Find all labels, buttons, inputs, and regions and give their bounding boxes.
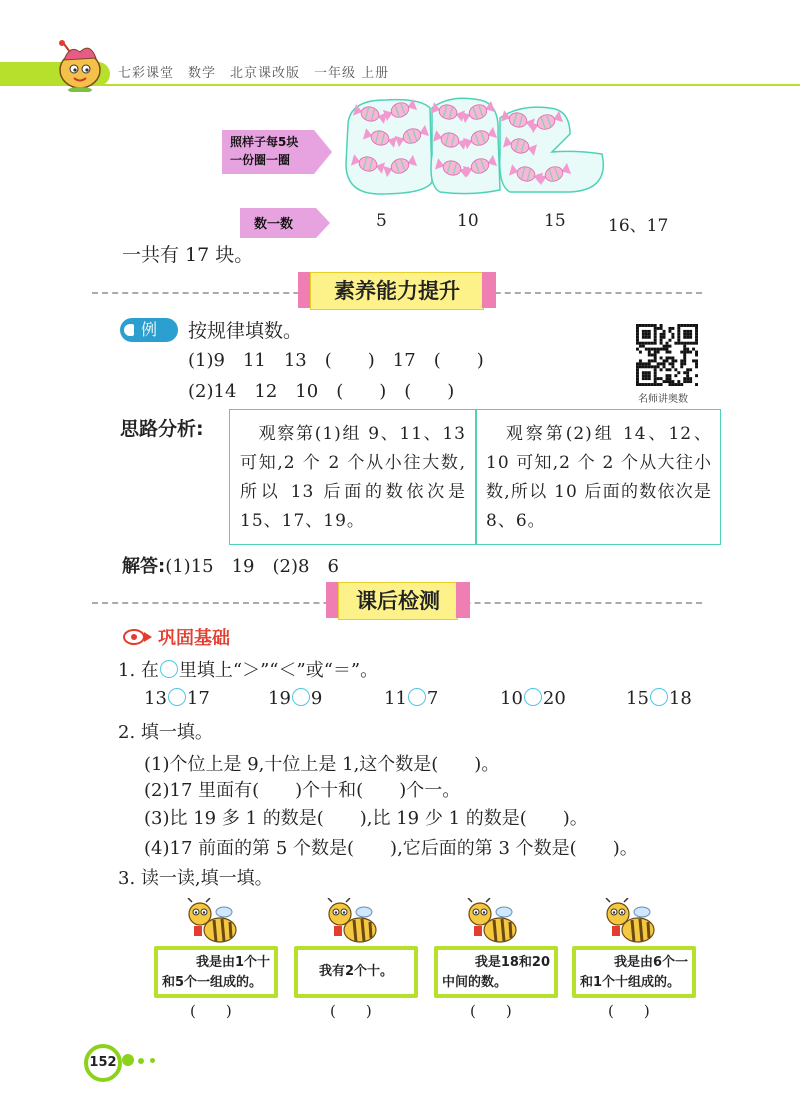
- q1-stem: 1. 在 里填上“＞”“＜”或“＝”。: [118, 660, 379, 681]
- answer-paren[interactable]: ( ): [608, 1002, 650, 1020]
- bee-icon: [464, 898, 524, 948]
- compare-circle[interactable]: [650, 688, 668, 706]
- answer-text: (1)15 19 (2)8 6: [165, 556, 339, 577]
- q1-item-4: 10 20: [500, 688, 566, 709]
- bee-card-line-2: 和1个十组成的。: [580, 975, 681, 990]
- compare-circle[interactable]: [524, 688, 542, 706]
- example-line-2: (2)14 12 10 ( ) ( ): [188, 381, 455, 402]
- answer-paren[interactable]: ( ): [470, 1002, 512, 1020]
- q2-line-4: (4)17 前面的第 5 个数是( ),它后面的第 3 个数是( )。: [144, 838, 638, 859]
- q2-line-1: (1)个位上是 9,十位上是 1,这个数是( )。: [144, 754, 500, 775]
- count-5: 5: [376, 211, 387, 231]
- compare-circle[interactable]: [292, 688, 310, 706]
- analysis-box: [229, 409, 721, 545]
- section1-cap-right: [482, 272, 496, 308]
- q1-item-5: 15 18: [626, 688, 692, 709]
- analysis-label: 思路分析:: [120, 418, 204, 440]
- count-16-17: 16、17: [608, 216, 669, 236]
- answer-paren[interactable]: ( ): [190, 1002, 232, 1020]
- page-dot-1: [122, 1054, 134, 1066]
- example-badge: 例: [120, 318, 178, 342]
- bee-card-line-1: 我是由1个十: [195, 955, 270, 970]
- count-10: 10: [457, 211, 479, 231]
- mascot-icon: [50, 38, 108, 92]
- count-label: 数一数: [254, 217, 294, 232]
- subsection-title: 巩固基础: [158, 628, 230, 649]
- analysis-divider: [475, 410, 477, 544]
- header-title: 七彩课堂 数学 北京课改版 一年级 上册: [118, 66, 390, 81]
- section1-title: 素养能力提升: [310, 272, 484, 310]
- circle-blank-icon: [160, 660, 178, 678]
- bee-card-line-2: 和5个一组成的。: [162, 975, 263, 990]
- bee-card: [294, 946, 418, 998]
- bee-card: [154, 946, 278, 998]
- analysis-right: 观察第(2)组 14、12、10 可知,2 个 2 个从大往小数,所以 10 后面的数依次是 8、6。: [486, 424, 712, 531]
- bee-card-line-1: 我是18和20: [474, 955, 550, 970]
- q2-stem: 2. 填一填。: [118, 722, 213, 743]
- bee-card: [434, 946, 558, 998]
- bee-icon: [324, 898, 384, 948]
- q3-stem: 3. 读一读,填一填。: [118, 868, 273, 889]
- answer-line: [122, 552, 339, 578]
- example-title: 按规律填数。: [188, 320, 303, 342]
- figure-instruction: 照样子每5块 一份圈一圈: [230, 135, 299, 167]
- q1-item-2: 19 9: [268, 688, 323, 709]
- count-15: 15: [544, 211, 566, 231]
- compare-circle[interactable]: [168, 688, 186, 706]
- q2-line-3: (3)比 19 多 1 的数是( ),比 19 少 1 的数是( )。: [144, 808, 588, 829]
- header-rule: [100, 84, 800, 86]
- q2-line-2: (2)17 里面有( )个十和( )个一。: [144, 780, 461, 801]
- page-number: 152: [84, 1044, 122, 1082]
- bee-icon: [602, 898, 662, 948]
- bee-card-line-2: 中间的数。: [442, 975, 508, 990]
- analysis-left: 观察第(1)组 9、11、13 可知,2 个 2 个从小往大数,所以 13 后面的数依次是 15、17、19。: [240, 424, 466, 531]
- qr-code-icon[interactable]: [636, 324, 698, 386]
- bee-card-line-1: 我是由6个一: [613, 955, 688, 970]
- example-line-1: (1)9 11 13 ( ) 17 ( ): [188, 350, 484, 371]
- bee-icon: [184, 898, 244, 948]
- q1-item-3: 11 7: [384, 688, 439, 709]
- section2-cap-right: [456, 582, 470, 618]
- qr-caption: 名师讲奥数: [638, 394, 688, 405]
- candy-groups: [340, 94, 610, 198]
- q1-item-1: 13 17: [144, 688, 210, 709]
- answer-label: 解答:: [122, 556, 166, 577]
- badge-dot-icon: [124, 324, 134, 336]
- compare-circle[interactable]: [408, 688, 426, 706]
- page-dot-2: [138, 1058, 144, 1064]
- eye-icon: [122, 628, 152, 646]
- bee-card-line-1: 我有2个十。: [318, 964, 394, 979]
- total-line: 一共有 17 块。: [122, 244, 254, 266]
- section2-title: 课后检测: [338, 582, 458, 620]
- bee-card: [572, 946, 696, 998]
- page-dot-3: [150, 1058, 155, 1063]
- answer-paren[interactable]: ( ): [330, 1002, 372, 1020]
